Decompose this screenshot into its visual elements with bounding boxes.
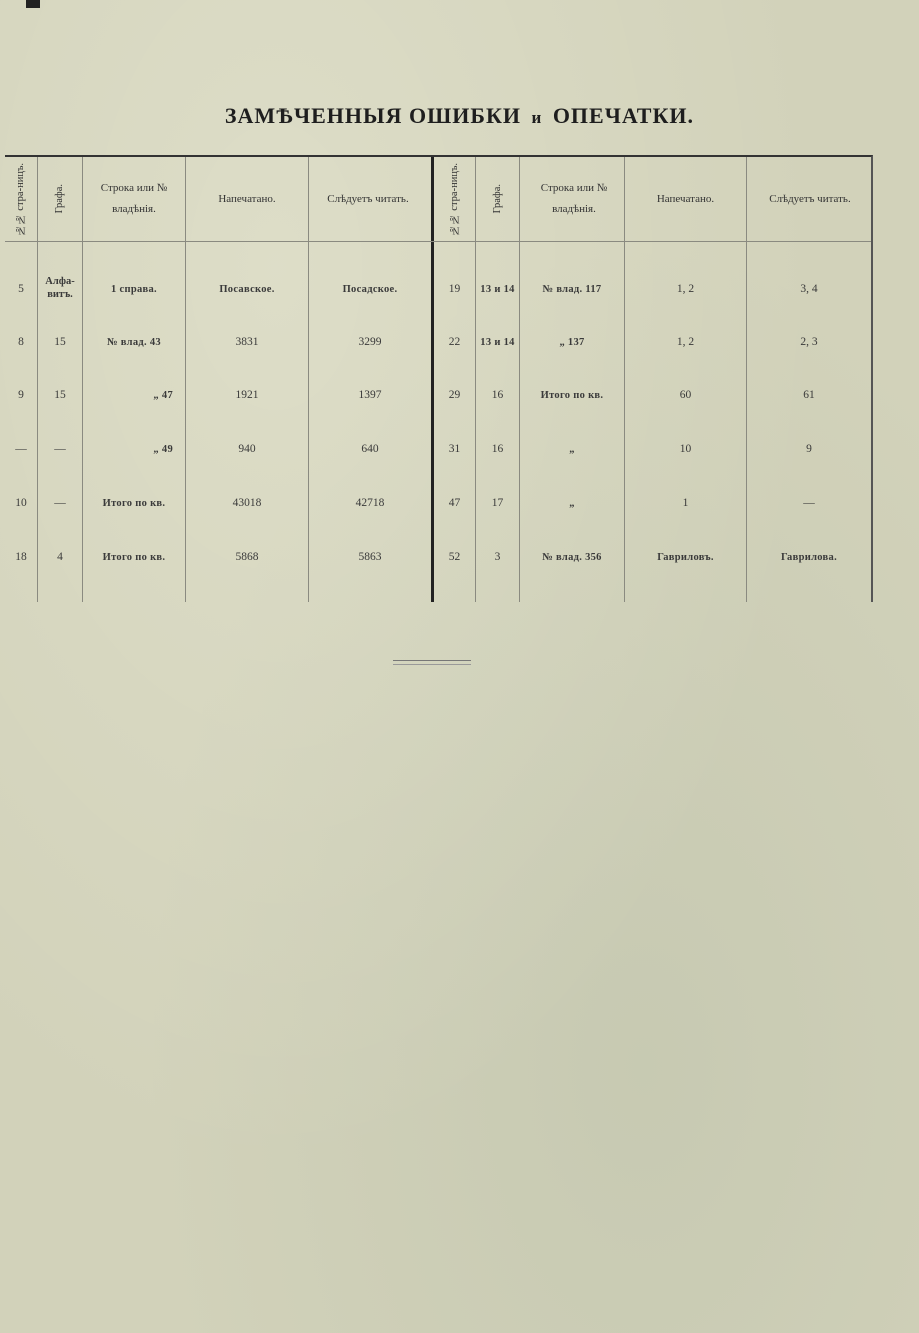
header-should-read-left: Слѣдуетъ читать.	[327, 192, 409, 205]
table-cell-page: 5	[18, 283, 24, 295]
table-cell-printed: 1, 2	[676, 336, 695, 348]
table-cell-printed: 1, 2	[676, 283, 695, 295]
table-cell-should-read: Гаврилова.	[781, 551, 837, 563]
header-column-right: Графа.	[491, 184, 503, 214]
title-main: ЗАМѢЧЕННЫЯ ОШИБКИ	[224, 103, 522, 128]
table-cell-printed: 940	[238, 443, 256, 455]
header-printed-right: Напечатано.	[656, 192, 715, 205]
table-cell-should-read: 2, 3	[800, 336, 818, 348]
table-cell-printed: 60	[679, 389, 692, 401]
errata-table	[5, 155, 873, 602]
page-title	[0, 103, 919, 129]
header-should-read-right: Слѣдуетъ читать.	[769, 192, 851, 205]
table-cell-printed: 10	[679, 443, 692, 455]
table-cell-line: „	[569, 443, 575, 455]
table-cell-line: Итого по кв.	[540, 389, 604, 401]
table-cell-line: № влад. 356	[542, 551, 602, 563]
table-cell-printed: 3831	[235, 336, 259, 348]
column-divider	[746, 157, 747, 602]
table-cell-page: 29	[448, 389, 461, 401]
header-line-left: Строка или № владѣнія.	[100, 182, 168, 215]
table-cell-column: —	[54, 497, 66, 509]
column-divider	[519, 157, 520, 602]
table-cell-column: 4	[57, 551, 63, 563]
table-cell-should-read: 1397	[358, 389, 382, 401]
column-divider	[82, 157, 83, 602]
table-cell-printed: 5868	[235, 551, 259, 563]
header-column-left: Графа.	[54, 184, 66, 214]
header-page-right: №№ стра-ницъ.	[448, 162, 460, 236]
table-cell-should-read: 3, 4	[800, 283, 818, 295]
table-cell-column: —	[54, 443, 66, 455]
corner-ink-mark	[26, 0, 40, 8]
table-cell-page: 9	[18, 389, 24, 401]
table-cell-page: 47	[448, 497, 461, 509]
table-cell-should-read: Посадское.	[342, 283, 398, 295]
table-cell-line: Итого по кв.	[102, 497, 166, 509]
header-divider	[5, 241, 871, 242]
table-cell-page: 22	[448, 336, 461, 348]
table-cell-page: 31	[448, 443, 461, 455]
table-cell-should-read: 5863	[358, 551, 382, 563]
table-cell-page: 52	[448, 551, 461, 563]
table-cell-column: Алфа-витъ.	[45, 275, 75, 300]
table-cell-printed: 1921	[235, 389, 259, 401]
end-ornament-rule	[393, 660, 471, 665]
table-cell-line: 1 справа.	[111, 283, 157, 295]
table-cell-should-read: 3299	[358, 336, 382, 348]
table-cell-column: 16	[491, 389, 504, 401]
table-cell-printed: Гавриловъ.	[657, 551, 714, 563]
title-end: ОПЕЧАТКИ.	[552, 103, 695, 128]
table-cell-page: —	[15, 443, 27, 455]
table-cell-printed: Посавское.	[219, 283, 275, 295]
table-cell-printed: 1	[682, 497, 689, 509]
header-printed-left: Напечатано.	[218, 192, 276, 205]
table-cell-line: Итого по кв.	[102, 551, 166, 563]
table-cell-should-read: 61	[803, 389, 815, 401]
table-cell-column: 15	[54, 336, 66, 348]
table-cell-page: 10	[15, 497, 27, 509]
table-cell-line: № влад. 43	[107, 336, 161, 348]
table-cell-line: „ 47	[153, 389, 173, 401]
table-cell-printed: 43018	[232, 497, 262, 509]
table-cell-should-read: 42718	[355, 497, 385, 509]
table-cell-column: 13 и 14	[480, 336, 515, 348]
column-divider	[308, 157, 309, 602]
table-cell-page: 19	[448, 283, 461, 295]
table-cell-column: 16	[491, 443, 504, 455]
table-cell-column: 13 и 14	[480, 283, 515, 295]
table-cell-line: „ 49	[153, 443, 173, 455]
table-cell-line: „	[569, 497, 575, 509]
table-cell-page: 18	[15, 551, 27, 563]
table-cell-should-read: 640	[361, 443, 379, 455]
header-line-right: Строка или № владѣнія.	[540, 182, 608, 215]
title-conjunction: и	[531, 108, 543, 127]
table-cell-should-read: 9	[806, 443, 812, 455]
table-cell-column: 15	[54, 389, 66, 401]
table-cell-should-read: —	[803, 497, 815, 509]
table-cell-column: 17	[491, 497, 504, 509]
table-cell-page: 8	[18, 336, 24, 348]
table-cell-line: № влад. 117	[542, 283, 602, 295]
table-cell-column: 3	[494, 551, 501, 563]
header-page-left: №№ стра-ницъ.	[15, 162, 27, 236]
table-cell-line: „ 137	[559, 336, 585, 348]
